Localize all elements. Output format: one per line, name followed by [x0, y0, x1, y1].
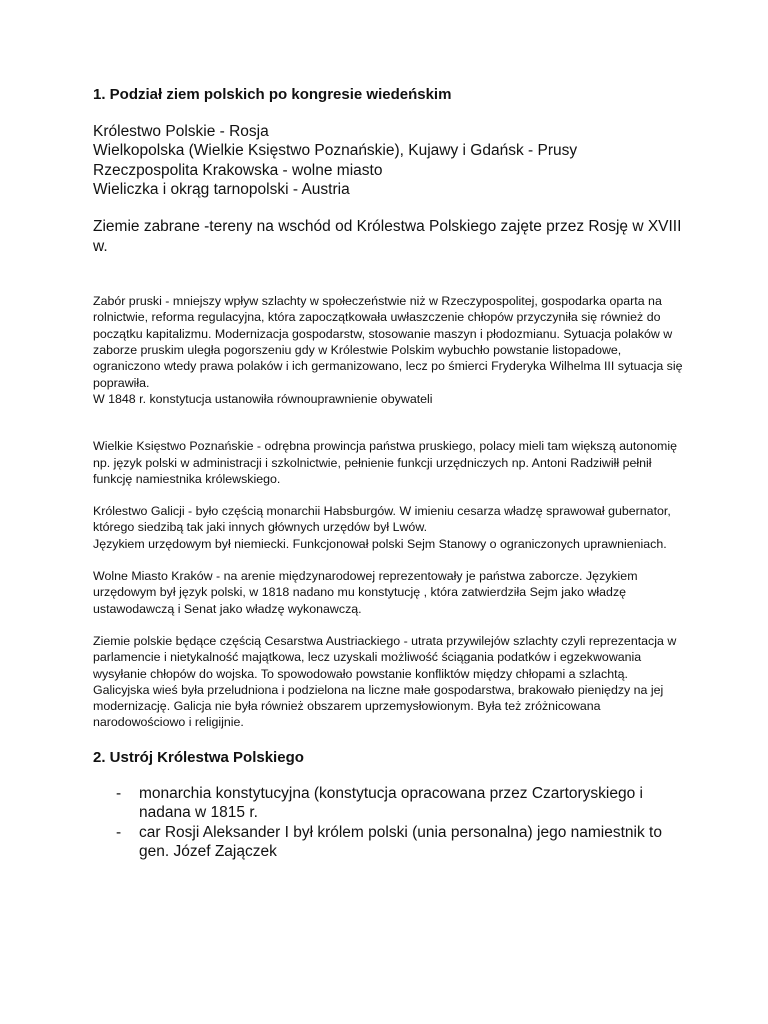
zabor-pruski-paragraph: Zabór pruski - mniejszy wpływ szlachty w społeczeństwie niż w Rzeczypospolitej, gospodarka oparta na rolnictwie, reforma regulacyjna, która zapoczątkowała uwłaszczenie chłopów przyczyniła się również do początku kapitalizmu. Modernizacja gospodarstw, stosowanie maszyn i płodozmianu. Sytuacja polaków w zaborze pruskim uległa pogorszeniu gdy w Królestwie Polskim wybuchło powstanie listopadowe, ograniczono wtedy prawa polaków i ich germanizowano, lecz po śmierci Fryderyka Wilhelma III sytuacja się poprawiła. — [93, 294, 683, 390]
ziemie-zabrane-paragraph: Ziemie zabrane -tereny na wschód od Królestwa Polskiego zajęte przez Rosję w XVIII w. — [93, 218, 682, 255]
galicja-paragraph-2: Językiem urzędowym był niemiecki. Funkcjonował polski Sejm Stanowy o ograniczonych uprawnieniach. — [93, 536, 667, 551]
section-2-heading: 2. Ustrój Królestwa Polskiego — [93, 748, 304, 766]
partition-line-krakow: Rzeczpospolita Krakowska - wolne miasto — [93, 161, 383, 179]
section-1-heading: 1. Podział ziem polskich po kongresie wiedeńskim — [93, 86, 452, 103]
austria-paragraph: Ziemie polskie będące częścią Cesarstwa Austriackiego - utrata przywilejów szlachty czyli reprezentacja w parlamencie i nietykalność majątkowa, lecz uzyskali możliwość ściągania podatków i egzekwowania wysyłanie chłopów do wojska. To spowodowało powstanie konfliktów między chłopami a szlachtą. Galicyjska wieś była przeludniona i podzielona na liczne małe gospodarstwa, brakowało pieniędzy na jej modernizację. Galicja nie była również obszarem uprzemysłowionym. Była też zróżnicowana narodowościowo i religijnie. — [93, 633, 677, 730]
list-item-text: car Rosji Aleksander I był królem polski (unia personalna) jego namiestnik to gen. Józef Zajączek — [139, 823, 662, 861]
document-page — [93, 84, 683, 862]
bullet-dash: - — [116, 784, 122, 802]
bullet-dash: - — [116, 823, 122, 841]
list-item-text: monarchia konstytucyjna (konstytucja opracowana przez Czartoryskiego i nadana w 1815 r. — [139, 784, 643, 822]
partition-line-russia: Królestwo Polskie - Rosja — [93, 123, 269, 140]
list-item — [93, 823, 683, 862]
wielkie-ksiestwo-paragraph: Wielkie Księstwo Poznańskie - odrębna prowincja państwa pruskiego, polacy mieli tam większą autonomię np. język polski w administracji i szkolnictwie, pełnienie funkcji urzędniczych np. Antoni Radziwiłł pełnił funkcję namiestnika królewskiego. — [93, 439, 678, 486]
partition-line-prussia: Wielkopolska (Wielkie Księstwo Poznańskie), Kujawy i Gdańsk - Prusy — [93, 142, 578, 160]
partition-list — [93, 122, 683, 199]
list-item — [93, 784, 683, 823]
partition-line-austria: Wieliczka i okrąg tarnopolski - Austria — [93, 180, 350, 198]
krakow-paragraph: Wolne Miasto Kraków - na arenie międzynarodowej reprezentowały je państwa zaborcze. Językiem urzędowym był język polski, w 1818 nadano mu konstytucję , która zatwierdziła Sejm jako władzę ustawodawczą i Senat jako władzę wykonawczą. — [93, 569, 638, 616]
ustroj-list — [93, 784, 683, 862]
galicja-paragraph-1: Królestwo Galicji - było częścią monarchii Habsburgów. W imieniu cesarza władzę sprawował gubernator, którego siedzibą tak jaki innych głównych urzędów był Lwów. — [93, 504, 671, 535]
konstytucja-1848-paragraph: W 1848 r. konstytucja ustanowiła równouprawnienie obywateli — [93, 391, 433, 406]
